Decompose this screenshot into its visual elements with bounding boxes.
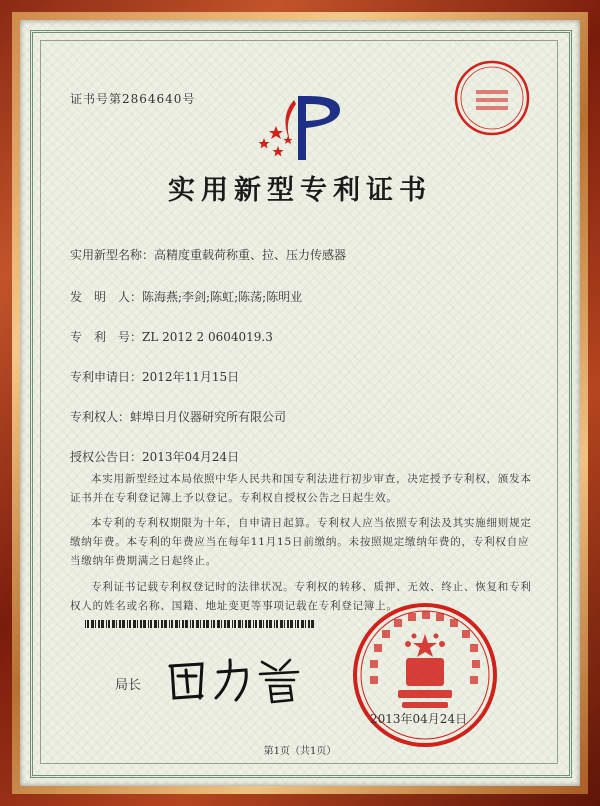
field-value: 蚌埠日月仪器研究所有限公司: [130, 410, 287, 424]
field-value: 2013年04月24日: [142, 450, 240, 464]
sipo-logo-icon: [248, 88, 358, 168]
field-value: 高精度重载荷称重、拉、压力传感器: [154, 248, 347, 262]
paragraph-term: 本专利的专利权期限为十年，自申请日起算。专利权人应当依照专利法及其实施细则规定缴纳年费。本专利的年费应当在每年11月15日前缴纳。未按照规定缴纳年费的，专利权自应当缴纳年费期满之日起终止。: [70, 517, 532, 567]
field-label: 发 明 人：: [70, 290, 143, 304]
director-signature-icon: [162, 652, 312, 706]
field-utility-model-name: [70, 246, 346, 263]
director-label: 局长: [115, 678, 142, 693]
field-grant-date: [70, 448, 239, 465]
paragraph-grant: 本实用新型经过本局依照中华人民共和国专利法进行初步审查，决定授予专利权，颁发本证书并在专利登记簿上予以登记。专利权自授权公告之日起生效。: [70, 473, 532, 504]
field-patentee: [70, 408, 286, 425]
field-value: 2012年11月15日: [142, 370, 240, 384]
certificate-title: 实用新型专利证书: [168, 175, 432, 206]
field-label: 授权公告日：: [70, 450, 143, 464]
field-label: 专 利 号：: [70, 330, 143, 344]
state-ip-office-seal-icon: [350, 600, 500, 750]
issue-date: 2013年04月24日: [370, 712, 468, 726]
field-value: ZL 2012 2 0604019.3: [142, 330, 273, 344]
barcode-icon: [85, 620, 315, 628]
field-patent-number: [70, 328, 273, 345]
certificate-paper: [20, 20, 580, 786]
field-value: 陈海燕;李剑;陈虹;陈荡;陈明业: [142, 290, 303, 304]
registration-seal-icon: [452, 58, 532, 138]
field-label: 专利权人：: [70, 410, 131, 424]
field-label: 专利申请日：: [70, 370, 143, 384]
paragraph-legal-status: 专利证书记载专利权登记时的法律状况。专利权的转移、质押、无效、终止、恢复和专利权人的姓名或名称、国籍、地址变更等事项记载在专利登记簿上。: [70, 581, 532, 612]
field-application-date: [70, 368, 239, 385]
certificate-number: 证书号第2864640号: [70, 92, 196, 106]
field-inventors: [70, 288, 302, 305]
page-number: 第1页（共1页）: [263, 746, 337, 757]
field-label: 实用新型名称：: [70, 248, 155, 262]
